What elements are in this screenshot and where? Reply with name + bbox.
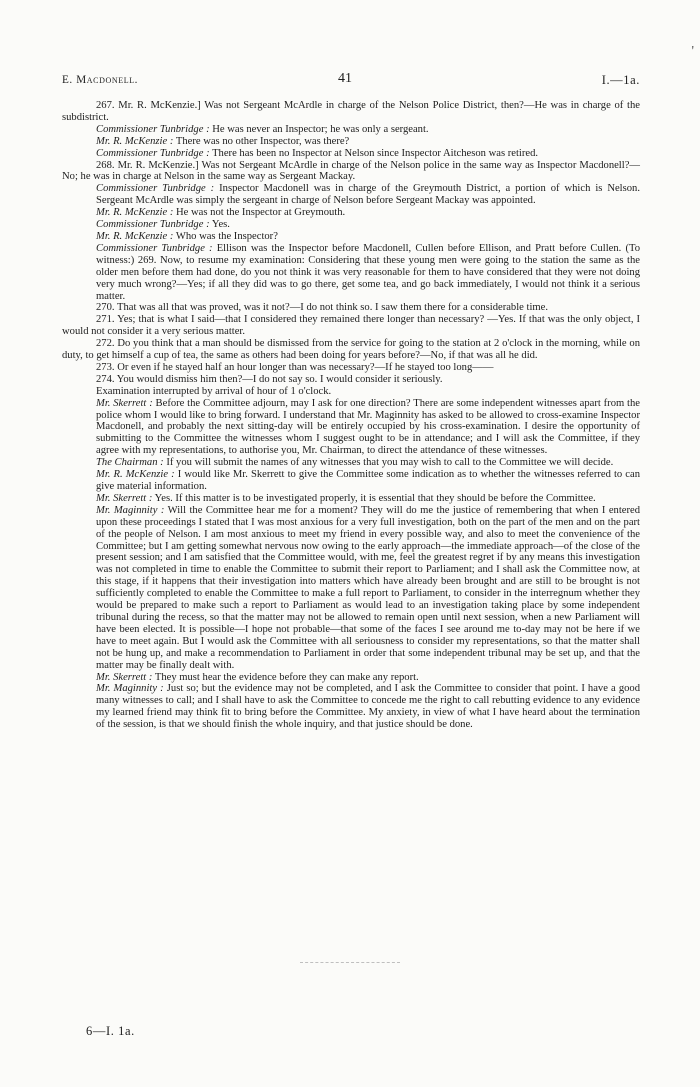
section-divider bbox=[300, 962, 400, 963]
speaker-name: Mr. Skerrett : bbox=[96, 492, 153, 504]
transcript-paragraph bbox=[62, 338, 640, 362]
transcript-paragraph bbox=[62, 243, 640, 303]
paragraph-text: Who was the Inspector? bbox=[175, 230, 278, 242]
transcript-paragraph bbox=[62, 362, 640, 374]
speaker-name: Mr. Skerrett : bbox=[96, 397, 153, 409]
paragraph-text: Yes. bbox=[211, 219, 230, 231]
paragraph-text: 273. Or even if he stayed half an hour longer than was necessary?—If he stayed too long—— bbox=[96, 361, 494, 373]
signature-mark: 6—I. 1a. bbox=[86, 1024, 135, 1038]
speaker-name: The Chairman : bbox=[96, 457, 164, 469]
paragraph-text: There has been no Inspector at Nelson since Inspector Aitcheson was retired. bbox=[212, 147, 539, 159]
transcript-paragraph bbox=[62, 160, 640, 184]
header-witness-name: E. Macdonell. bbox=[62, 74, 139, 86]
paragraph-text: There was no other Inspector, was there? bbox=[175, 135, 350, 147]
transcript-paragraph bbox=[62, 100, 640, 124]
paragraph-text: 272. Do you think that a man should be dismissed from the service for going to the station at 2 o'clock in the morning, while on duty, to get himself a cup of tea, the same as others had been doing for years before?—No, if that was all he did. bbox=[62, 338, 640, 362]
transcript-paragraph bbox=[62, 469, 640, 493]
transcript-paragraph bbox=[62, 672, 640, 684]
speaker-name: Commissioner Tunbridge : bbox=[96, 183, 215, 195]
transcript-paragraph bbox=[62, 505, 640, 672]
transcript-paragraph bbox=[62, 302, 640, 314]
paragraph-text: Examination interrupted by arrival of hour of 1 o'clock. bbox=[96, 385, 332, 397]
transcript-paragraph bbox=[62, 136, 640, 148]
speaker-name: Mr. R. McKenzie : bbox=[96, 135, 174, 147]
transcript-paragraph bbox=[62, 219, 640, 231]
paragraph-text: He was never an Inspector; he was only a sergeant. bbox=[212, 123, 429, 135]
transcript-paragraph bbox=[62, 683, 640, 731]
evidence-transcript bbox=[62, 100, 640, 731]
transcript-paragraph bbox=[62, 398, 640, 458]
paragraph-text: 267. Mr. R. McKenzie.] Was not Sergeant McArdle in charge of the Nelson Police District, then?—He was in charge of the subdistrict. bbox=[62, 100, 640, 123]
transcript-paragraph bbox=[62, 231, 640, 243]
paragraph-text: 271. Yes; that is what I said—that I considered they remained there longer than necessary? —Yes. If that was the only object, I would not consider it a very serious matter. bbox=[62, 314, 640, 338]
page-header bbox=[62, 72, 640, 90]
transcript-paragraph bbox=[62, 493, 640, 505]
speaker-name: Mr. Maginnity : bbox=[96, 504, 165, 516]
transcript-paragraph bbox=[62, 124, 640, 136]
speaker-name: Mr. R. McKenzie : bbox=[96, 207, 174, 219]
paragraph-text: I would like Mr. Skerrett to give the Committee some indication as to whether the witnesses referred to can give material information. bbox=[96, 469, 640, 492]
paragraph-text: He was not the Inspector at Greymouth. bbox=[176, 207, 346, 219]
paragraph-text: Will the Committee hear me for a moment? They will do me the justice of remembering that when I entered upon these proceedings I stated that I was most anxious for a very full investigation, both on the part of the men and on the part of the people of Nelson. I am most anxious to meet my friend in every possible way, and also to meet the convenience of the Committee; but I am getting somewhat nervous now owing to the early approach—the immediate approach—of the close of the present session; and I am satisfied that the Committee would, with me, feel the greatest regret if by any means this investigation was not completed in time to enable the Committee to submit their report to Parliament; and I shall ask the Committee now, at this stage, if it happens that their investigation into matters which have already been brought and are still to be brought is not sufficiently completed to enable the Committee to make a full report to Parliament, to consider in the interregnum whether they would be prepared to make such a report to Parliament as would lead to an investigation taking place by some independent tribunal during the recess, so that the matter may not be allowed to remain open until next session, when a new Parliament will have been elected. It is possible—I hope not probable—that some of the faces I see around me to-day may not be here if we have to meet again. But I would ask the Committee with all seriousness to consider my representations, so that the matter shall not be hung up, and make a recommendation to Parliament in order that some independent tribunal may be set up, and that the matter may be finally dealt with. bbox=[96, 504, 640, 671]
speaker-name: Commissioner Tunbridge : bbox=[96, 242, 213, 254]
paragraph-text: They must hear the evidence before they can make any report. bbox=[154, 671, 419, 683]
speaker-name: Commissioner Tunbridge : bbox=[96, 147, 210, 159]
paragraph-text: 274. You would dismiss him then?—I do not say so. I would consider it seriously. bbox=[96, 373, 443, 385]
speaker-name: Commissioner Tunbridge : bbox=[96, 219, 210, 231]
page-number: 41 bbox=[338, 71, 352, 86]
paragraph-text: Just so; but the evidence may not be completed, and I ask the Committee to consider that point. I have a good many witnesses to call; and I shall have to ask the Committee to concede me the right to call rebutting evidence to any evidence my learned friend may think fit to bring before the Committee. My anxiety, in view of what I have heard about the termination of the session, is that we should finish the whole inquiry, and that justice should be done. bbox=[96, 683, 641, 731]
transcript-paragraph bbox=[62, 457, 640, 469]
paragraph-text: 270. That was all that was proved, was it not?—I do not think so. I saw them there for a considerable time. bbox=[96, 302, 548, 314]
speaker-name: Commissioner Tunbridge : bbox=[96, 123, 210, 135]
speaker-name: Mr. Skerrett : bbox=[96, 671, 153, 683]
margin-mark: ' bbox=[691, 44, 694, 59]
paragraph-text: 268. Mr. R. McKenzie.] Was not Sergeant McArdle in charge of the Nelson police in the same way as Inspector Macdonell?—No; he was in charge at Nelson in the same way as Sergeant Mackay. bbox=[62, 159, 640, 183]
paragraph-text: Inspector Macdonell was in charge of the Greymouth District, a portion of which is Nelson. Sergeant McArdle was simply the sergeant in charge of Nelson before Sergeant Mackay was appointed. bbox=[96, 183, 640, 207]
paragraph-text: Yes. If this matter is to be investigated properly, it is essential that they should be before the Committee. bbox=[154, 492, 596, 504]
speaker-name: Mr. Maginnity : bbox=[96, 683, 164, 695]
speaker-name: Mr. R. McKenzie : bbox=[96, 230, 174, 242]
transcript-paragraph bbox=[62, 374, 640, 386]
paragraph-text: Ellison was the Inspector before Macdonell, Cullen before Ellison, and Pratt before Cullen. (To witness:) 269. Now, to resume my examination: Considering that these young men were going to the station the same as the older men before them had done, do you not think it was very reasonable for them to have considered that they were not doing very much wrong?—Yes; if all they did was to go there, get some tea, and go back immediately, I would not think it a serious matter. bbox=[96, 242, 640, 302]
paragraph-text: If you will submit the names of any witnesses that you may wish to call to the Committee we will decide. bbox=[166, 457, 614, 469]
transcript-paragraph bbox=[62, 183, 640, 207]
transcript-paragraph bbox=[62, 314, 640, 338]
transcript-paragraph bbox=[62, 386, 640, 398]
header-paper-reference: I.—1a. bbox=[601, 73, 640, 87]
paragraph-text: Before the Committee adjourn, may I ask for one direction? There are some independent witnesses apart from the police whom I would like to bring forward. I understand that Mr. Maginnity has asked to be allowed to cross-examine Inspector Macdonell, and probably the next sitting-day will be entirely occupied by his cross-examination. I desire the opportunity of submitting to the Committee the witnesses whom I suggest ought to be in attendance; and I will ask the Committee, if they agree with my representations, to authorise you, Mr. Chairman, to direct the attendance of these witnesses. bbox=[96, 397, 641, 457]
transcript-paragraph bbox=[62, 207, 640, 219]
speaker-name: Mr. R. McKenzie : bbox=[96, 469, 175, 481]
transcript-paragraph bbox=[62, 148, 640, 160]
